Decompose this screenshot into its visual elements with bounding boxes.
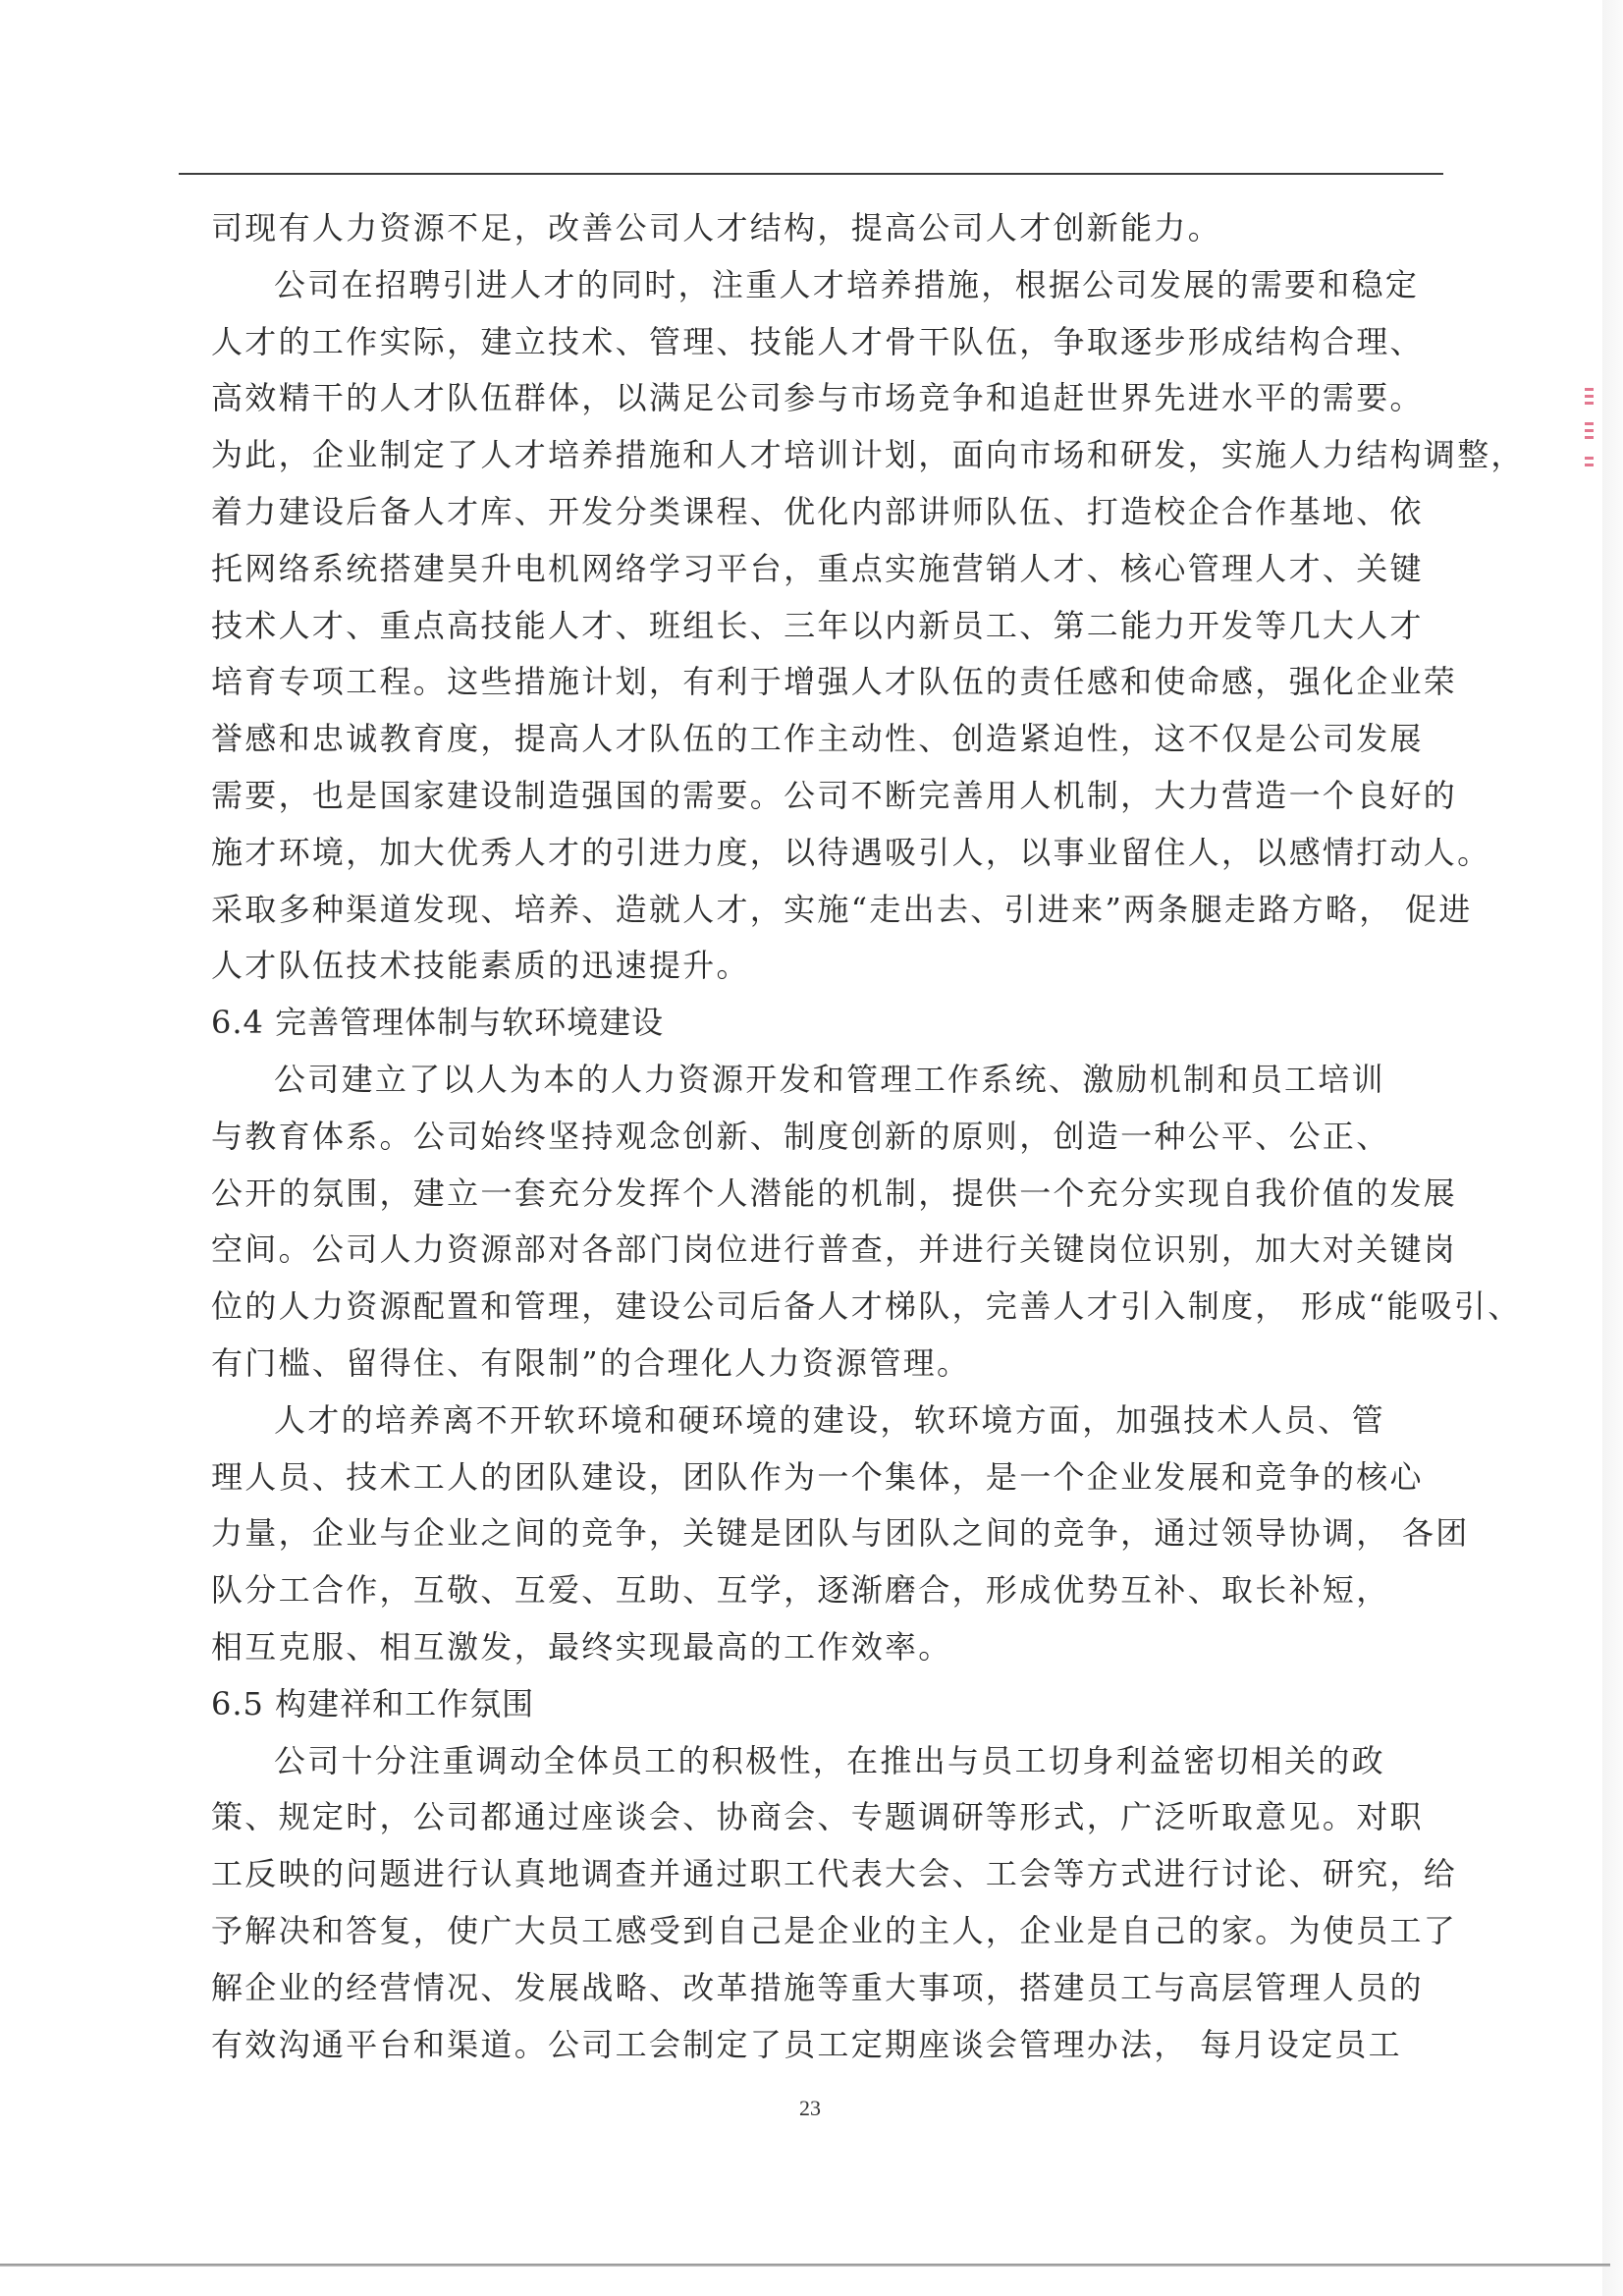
text-line: 相互克服、相互激发，最终实现最高的工作效率。 — [211, 1627, 952, 1666]
text-line: 人才的工作实际，建立技术、管理、技能人才骨干队伍，争取逐步形成结构合理、 — [211, 322, 1424, 360]
page-bottom-edge — [0, 2264, 1610, 2267]
paragraph-first-line: 人才的培养离不开软环境和硬环境的建设，软环境方面，加强技术人员、管 — [274, 1400, 1385, 1439]
section-heading-6-5: 6.5 构建祥和工作氛围 — [211, 1684, 535, 1722]
paragraph-first-line: 公司十分注重调动全体员工的积极性，在推出与员工切身利益密切相关的政 — [274, 1741, 1385, 1779]
text-line: 策、规定时，公司都通过座谈会、协商会、专题调研等形式，广泛听取意见。对职 — [211, 1798, 1424, 1836]
paragraph-first-line: 公司在招聘引进人才的同时，注重人才培养措施，根据公司发展的需要和稳定 — [274, 265, 1420, 303]
text-line: 为此，企业制定了人才培养措施和人才培训计划，面向市场和研发，实施人力结构调整， — [211, 436, 1525, 474]
text-line: 位的人力资源配置和管理，建设公司后备人才梯队，完善人才引入制度， 形成“能吸引、 — [211, 1287, 1522, 1326]
text-line: 司现有人力资源不足，改善公司人才结构，提高公司人才创新能力。 — [211, 209, 1222, 246]
text-line: 解企业的经营情况、发展战略、改革措施等重大事项，搭建员工与高层管理人员的 — [211, 1968, 1424, 2006]
section-heading-6-4: 6.4 完善管理体制与软环境建设 — [211, 1004, 665, 1042]
text-line: 誉感和忠诚教育度，提高人才队伍的工作主动性、创造紧迫性，这不仅是公司发展 — [211, 720, 1424, 758]
text-line: 人才队伍技术技能素质的迅速提升。 — [211, 947, 750, 985]
page-edge-shadow — [1602, 0, 1623, 2296]
page-number: 23 — [799, 2096, 821, 2120]
text-line: 高效精干的人才队伍群体，以满足公司参与市场竞争和追赶世界先进水平的需要。 — [211, 379, 1424, 417]
text-line: 空间。公司人力资源部对各部门岗位进行普查，并进行关键岗位识别，加大对关键岗 — [211, 1230, 1458, 1269]
body-text — [211, 200, 1525, 2073]
text-line: 与教育体系。公司始终坚持观念创新、制度创新的原则，创造一种公平、公正、 — [211, 1117, 1390, 1155]
header-rule — [179, 173, 1443, 175]
text-line: 有效沟通平台和渠道。公司工会制定了员工定期座谈会管理办法， 每月设定员工 — [211, 2025, 1402, 2063]
text-line: 工反映的问题进行认真地调查并通过职工代表大会、工会等方式进行讨论、研究，给 — [211, 1855, 1458, 1893]
text-line: 着力建设后备人才库、开发分类课程、优化内部讲师队伍、打造校企合作基地、依 — [211, 492, 1424, 530]
text-line: 理人员、技术工人的团队建设，团队作为一个集体，是一个企业发展和竞争的核心 — [211, 1457, 1424, 1496]
text-line: 需要，也是国家建设制造强国的需要。公司不断完善用人机制，大力营造一个良好的 — [211, 776, 1458, 814]
text-line: 技术人才、重点高技能人才、班组长、三年以内新员工、第二能力开发等几大人才 — [211, 606, 1424, 644]
text-line: 予解决和答复，使广大员工感受到自己是企业的主人，企业是自己的家。为使员工了 — [211, 1911, 1458, 1949]
paragraph-first-line: 公司建立了以人为本的人力资源开发和管理工作系统、激励机制和员工培训 — [274, 1060, 1385, 1098]
text-line: 力量，企业与企业之间的竞争，关键是团队与团队之间的竞争，通过领导协调， 各团 — [211, 1514, 1470, 1553]
text-line: 施才环境，加大优秀人才的引进力度，以待遇吸引人，以事业留住人，以感情打动人。 — [211, 833, 1491, 871]
text-line: 有门槛、留得住、有限制”的合理化人力资源管理。 — [211, 1343, 971, 1382]
text-line: 托网络系统搭建昊升电机网络学习平台，重点实施营销人才、核心管理人才、关键 — [211, 549, 1424, 587]
text-line: 公开的氛围，建立一套充分发挥个人潜能的机制，提供一个充分实现自我价值的发展 — [211, 1174, 1458, 1212]
text-line: 培育专项工程。这些措施计划，有利于增强人才队伍的责任感和使命感，强化企业荣 — [211, 663, 1458, 701]
text-line: 队分工合作，互敬、互爱、互助、互学，逐渐磨合，形成优势互补、取长补短， — [211, 1571, 1390, 1610]
text-line: 采取多种渠道发现、培养、造就人才，实施“走出去、引进来”两条腿走路方略， 促进 — [211, 890, 1473, 928]
seal-stamp-fragment — [1585, 388, 1598, 584]
